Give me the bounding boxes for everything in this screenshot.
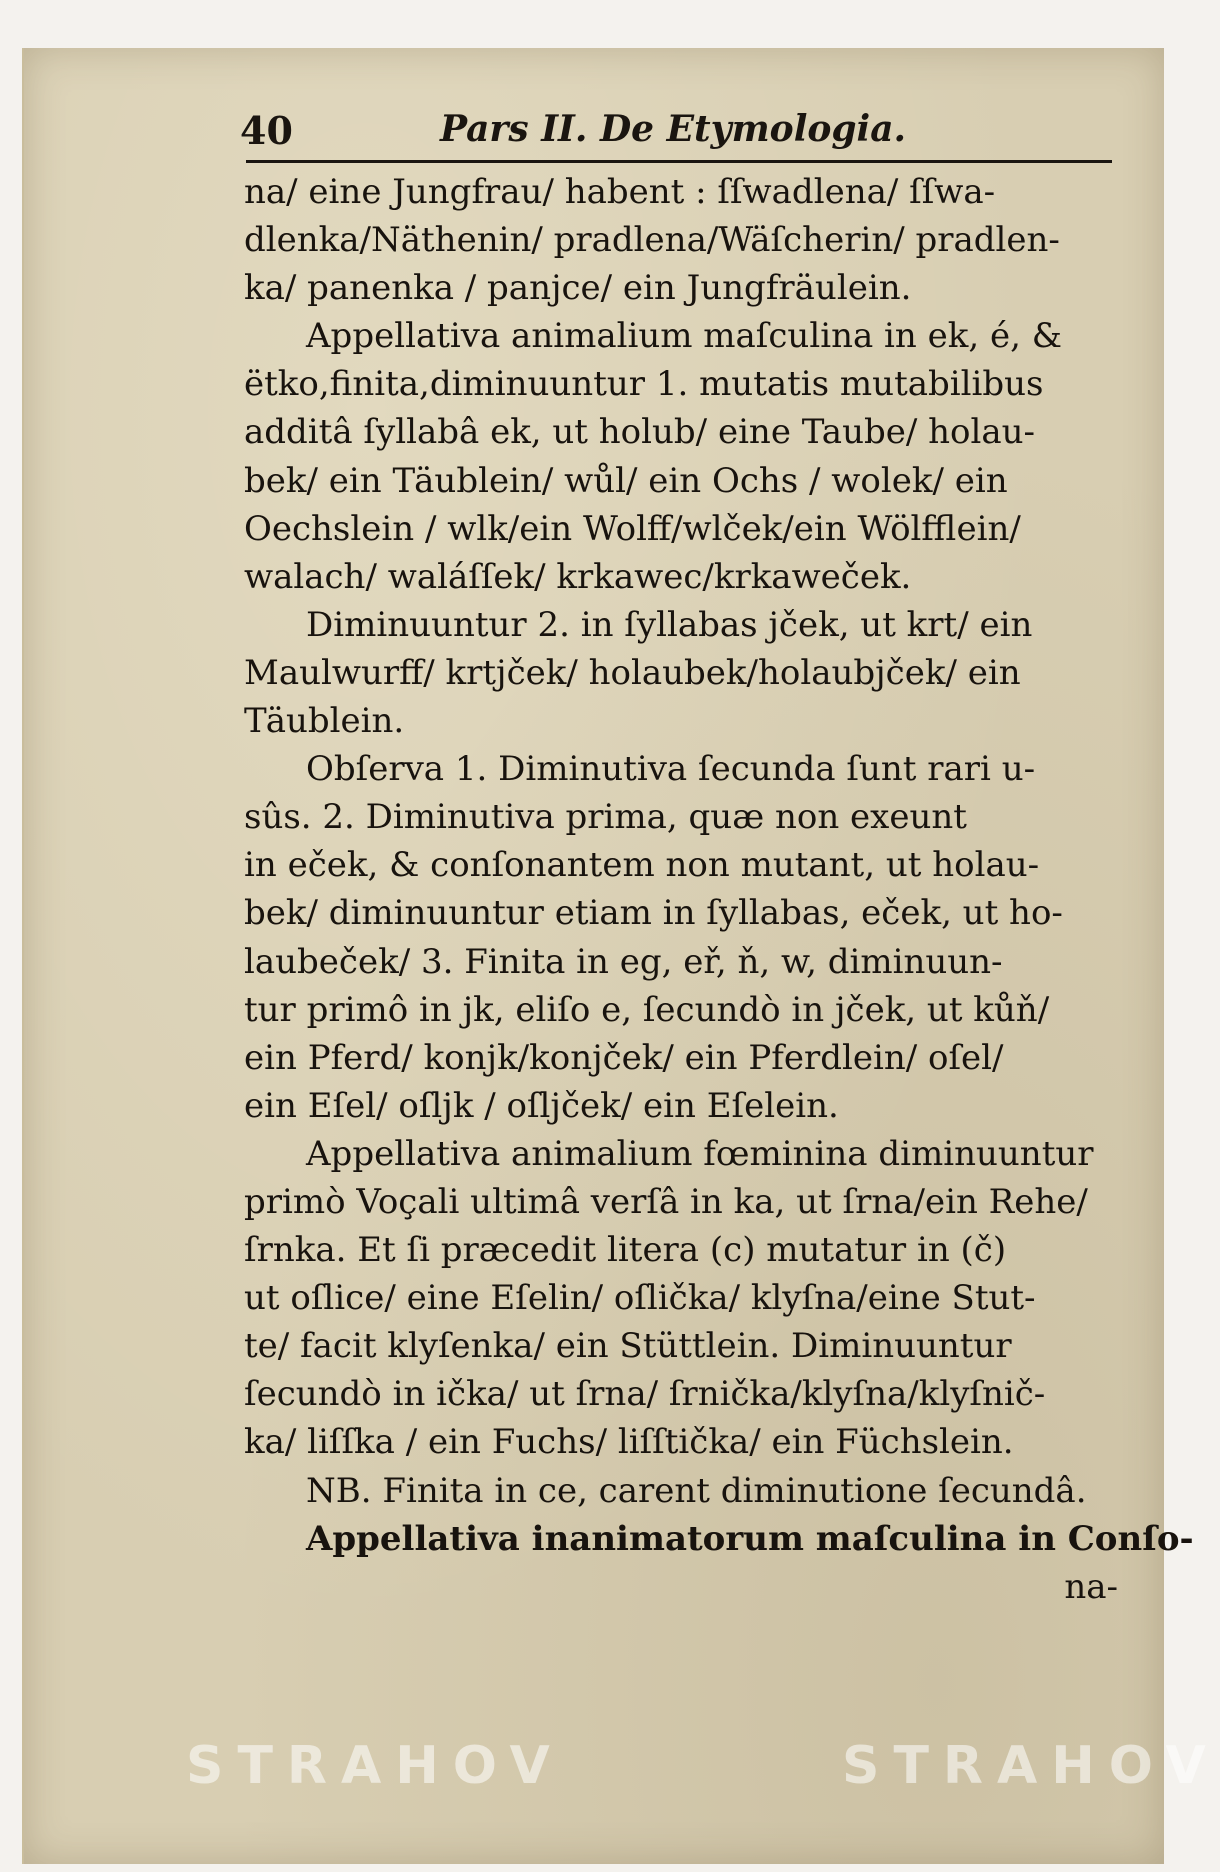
text-line: sûs. 2. Diminutiva prima, quæ non exeunt xyxy=(244,797,967,838)
text-line: ſecundò in ička/ ut ſrna/ ſrnička/klyſna/klyſnič- xyxy=(244,1374,1046,1415)
running-header xyxy=(240,108,1120,158)
page-number: 40 xyxy=(240,108,293,153)
text-line: Täublein. xyxy=(244,701,405,742)
text-line: Diminuuntur 2. in ſyllabas jček, ut krt/ ein xyxy=(306,604,1033,645)
text-line: ein Pferd/ konjk/konjček/ ein Pferdlein/ oſel/ xyxy=(244,1037,1004,1078)
text-line: Obſerva 1. Diminutiva ſecunda ſunt rari u- xyxy=(306,749,1036,790)
text-line: dlenka/Näthenin/ pradlena/Wäſcherin/ pradlen- xyxy=(244,220,1060,261)
running-title: Pars II. De Etymologia. xyxy=(440,108,907,150)
header-rule xyxy=(246,160,1112,163)
text-line: in eček, & conſonantem non mutant, ut holau- xyxy=(244,845,1040,886)
catchword: na- xyxy=(1064,1566,1118,1607)
text-line: bek/ ein Täublein/ wůl/ ein Ochs / wolek/ ein xyxy=(244,460,1008,501)
text-line: additâ ſyllabâ ek, ut holub/ eine Taube/ holau- xyxy=(244,412,1036,453)
text-line: tur primô in jk, eliſo e, ſecundò in jček, ut kůň/ xyxy=(244,989,1050,1030)
text-line: ka/ panenka / panjce/ ein Jungfräulein. xyxy=(244,268,912,309)
text-line: te/ facit klyſenka/ ein Stüttlein. Diminuuntur xyxy=(244,1326,1012,1367)
text-line: ſrnka. Et ſi præcedit litera (c) mutatur in (č) xyxy=(244,1230,1007,1271)
text-line: Appellativa animalium fœminina diminuuntur xyxy=(306,1133,1094,1174)
text-line: ut oſlice/ eine Eſelin/ oſlička/ klyſna/eine Stut- xyxy=(244,1278,1036,1319)
text-line: ein Eſel/ oſljk / oſljček/ ein Eſelein. xyxy=(244,1085,839,1126)
text-line: na/ eine Jungfrau/ habent : ſſwadlena/ ſſwa- xyxy=(244,172,996,212)
watermark-right: STRAHOV xyxy=(842,1736,1220,1796)
text-line: ëtko,finita,diminuuntur 1. mutatis mutabilibus xyxy=(244,364,1044,405)
text-line: Maulwurff/ krtjček/ holaubek/holaubjček/ ein xyxy=(244,652,1021,693)
text-line: Appellativa inanimatorum maſculina in Conſo- xyxy=(306,1518,1194,1559)
text-line: bek/ diminuuntur etiam in ſyllabas, eček, ut ho- xyxy=(244,893,1063,934)
watermark-left: STRAHOV xyxy=(186,1736,564,1796)
text-line: ka/ liſſka / ein Fuchs/ liſſtička/ ein Füchslein. xyxy=(244,1422,1014,1463)
text-line: NB. Finita in ce, carent diminutione ſecundâ. xyxy=(306,1470,1087,1511)
text-line: laubeček/ 3. Finita in eg, eř, ň, w, diminuun- xyxy=(244,941,1003,982)
text-line: primò Voçali ultimâ verſâ in ka, ut ſrna/ein Rehe/ xyxy=(244,1181,1088,1222)
text-line: walach/ waláſſek/ krkawec/krkaweček. xyxy=(244,556,912,597)
body-text xyxy=(244,168,1194,1611)
text-line: Appellativa animalium maſculina in ek, é, & xyxy=(306,316,1062,357)
text-line: Oechslein / wlk/ein Wolff/wlček/ein Wölfflein/ xyxy=(244,508,1021,549)
